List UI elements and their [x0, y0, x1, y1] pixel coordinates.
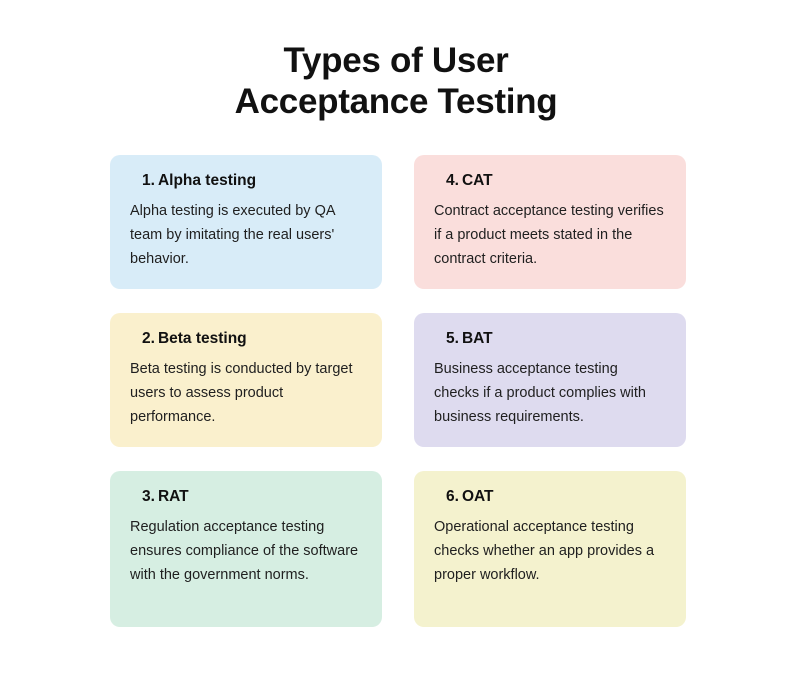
card-name: Beta testing: [157, 330, 247, 347]
page-title-line-2: Acceptance Testing: [234, 82, 558, 121]
cards-column-left: [110, 155, 382, 651]
card-name: BAT: [461, 330, 493, 347]
card-number: 2.: [142, 330, 155, 347]
card-number: 1.: [142, 172, 155, 189]
cards-grid: [110, 155, 686, 651]
card-description: Alpha testing is executed by QA team by imitating the real users' behavior.: [130, 203, 335, 267]
card-number: 4.: [446, 172, 459, 189]
card-alpha-testing: [110, 155, 382, 289]
card-title: [130, 329, 362, 349]
page-title: [0, 0, 792, 122]
card-description: Regulation acceptance testing ensures compliance of the software with the government norms.: [130, 519, 359, 583]
card-bat: [414, 313, 686, 447]
card-rat: [110, 471, 382, 627]
card-title: [434, 329, 666, 349]
card-description: Beta testing is conducted by target users to assess product performance.: [130, 361, 353, 425]
card-number: 5.: [446, 330, 459, 347]
card-title: [434, 171, 666, 191]
card-title: [434, 487, 666, 507]
card-name: RAT: [157, 488, 189, 505]
card-description: Business acceptance testing checks if a product complies with business requirements.: [434, 361, 646, 425]
card-oat: [414, 471, 686, 627]
card-beta-testing: [110, 313, 382, 447]
page-title-line-1: Types of User: [283, 41, 509, 80]
cards-column-right: [414, 155, 686, 651]
card-name: OAT: [461, 488, 494, 505]
card-description: Contract acceptance testing verifies if a product meets stated in the contract criteria.: [434, 203, 664, 267]
card-name: Alpha testing: [157, 172, 257, 189]
card-title: [130, 171, 362, 191]
card-name: CAT: [461, 172, 493, 189]
card-number: 6.: [446, 488, 459, 505]
card-number: 3.: [142, 488, 155, 505]
card-cat: [414, 155, 686, 289]
card-title: [130, 487, 362, 507]
card-description: Operational acceptance testing checks whether an app provides a proper workflow.: [434, 519, 655, 583]
